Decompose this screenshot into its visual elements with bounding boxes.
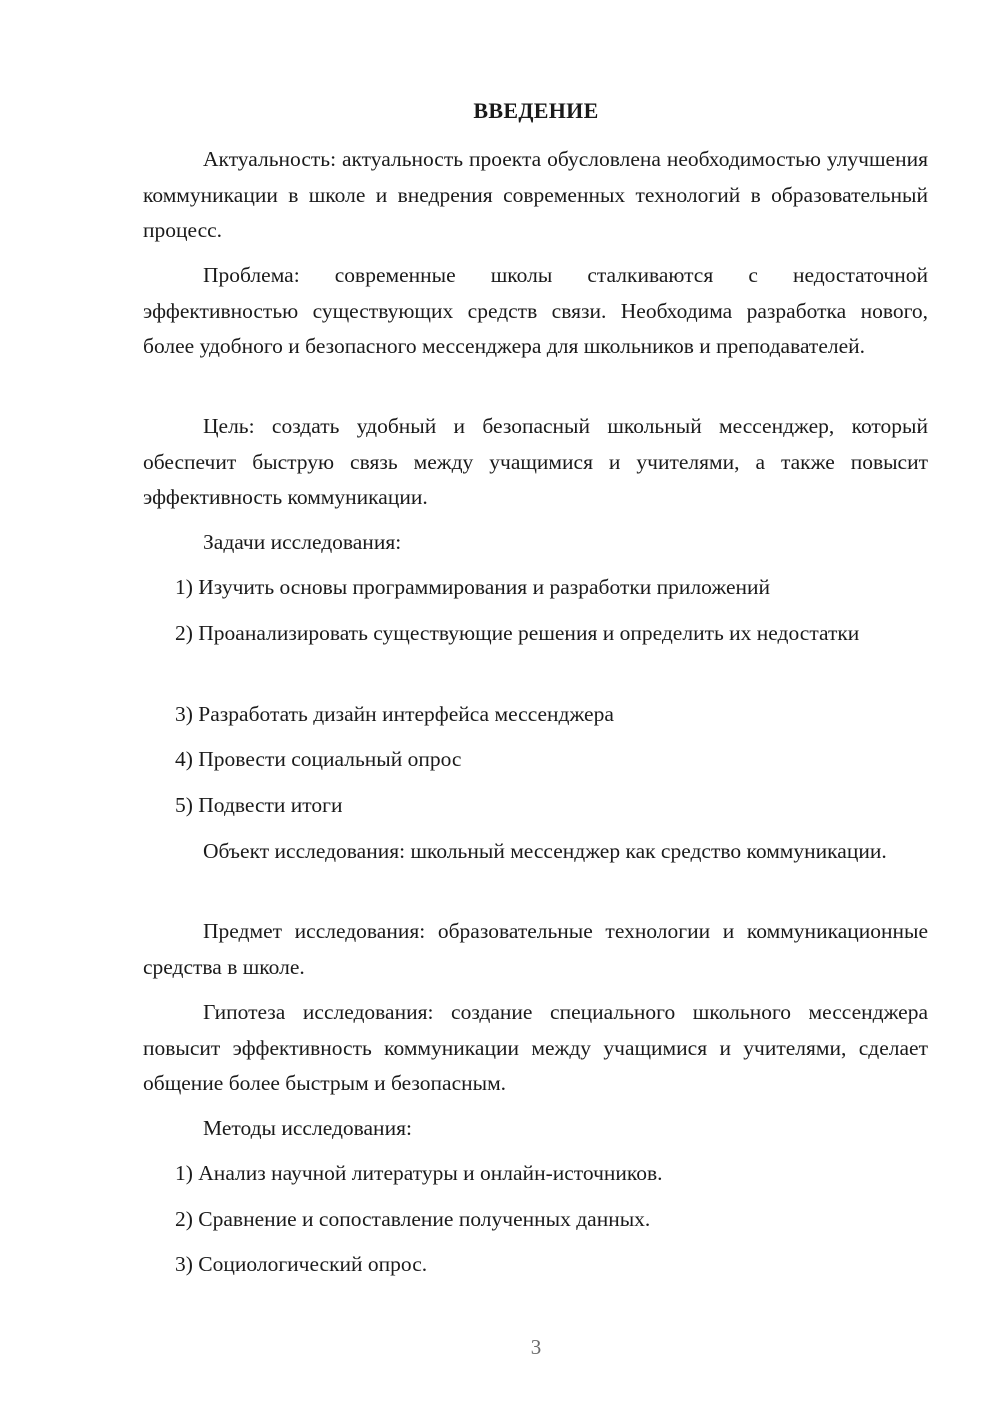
method-item-3: 3) Социологический опрос. [175,1252,428,1276]
page-number: 3 [530,1335,542,1359]
methods-heading: Методы исследования: [203,1116,412,1140]
paragraph-hypothesis: Гипотеза исследования: создание специального школьного мессенджера повысит эффективность коммуникации между учащимися и учителями, сделает общение более быстрым и безопасным. [143,1000,928,1095]
paragraph-goal: Цель: создать удобный и безопасный школьный мессенджер, который обеспечит быструю связь между учащимися и учителями, а также повысит эффективность коммуникации. [143,414,928,509]
task-item-1: 1) Изучить основы программирования и разработки приложений [175,575,770,599]
task-item-3: 3) Разработать дизайн интерфейса мессенджера [175,702,614,726]
paragraph-problem: Проблема: современные школы сталкиваются с недостаточной эффективностью существующих средств связи. Необходима разработка нового, более удобного и безопасного мессенджера для школьников и преподавателей. [143,263,928,358]
task-item-2: 2) Проанализировать существующие решения и определить их недостатки [175,621,860,645]
task-item-4: 4) Провести социальный опрос [175,747,462,771]
method-item-2: 2) Сравнение и сопоставление полученных данных. [175,1207,651,1231]
paragraph-relevance: Актуальность: актуальность проекта обусловлена необходимостью улучшения коммуникации в школе и внедрения современных технологий в образовательный процесс. [143,147,928,242]
tasks-heading: Задачи исследования: [203,530,402,554]
paragraph-subject: Предмет исследования: образовательные технологии и коммуникационные средства в школе. [143,919,928,979]
paragraph-object: Объект исследования: школьный мессенджер как средство коммуникации. [203,839,887,863]
method-item-1: 1) Анализ научной литературы и онлайн-источников. [175,1161,663,1185]
page-title: ВВЕДЕНИЕ [473,98,599,123]
task-item-5: 5) Подвести итоги [175,793,343,817]
